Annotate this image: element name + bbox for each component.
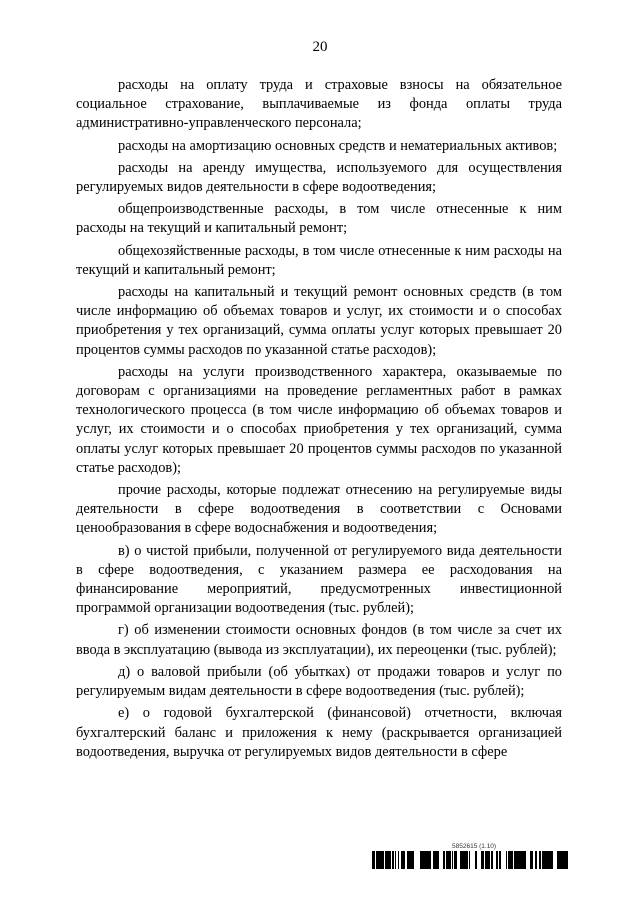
document-code: 5852615 (1.10) xyxy=(452,843,497,850)
paragraph-8: прочие расходы, которые подлежат отнесению на регулируемые виды деятельности в сфере водоотведения в соответствии с Основами ценообразования в сфере водоснабжения и водоотведения; xyxy=(76,482,562,537)
barcode-icon xyxy=(372,851,568,869)
paragraph-4: общепроизводственные расходы, в том числе отнесенные к ним расходы на текущий и капитальный ремонт; xyxy=(76,201,562,237)
page-number: 20 xyxy=(312,39,328,55)
paragraph-6: расходы на капитальный и текущий ремонт основных средств (в том числе информацию об объемах товаров и услуг, их стоимости и о способах приобретения у тех организаций, сумма оплаты услуг которых превышает 20 процентов суммы расходов по указанной статье расходов); xyxy=(76,284,562,358)
paragraph-1: расходы на оплату труда и страховые взносы на обязательное социальное страхование, выплачиваемые из фонда оплаты труда административно-управленческого персонала; xyxy=(76,77,562,132)
paragraph-10: г) об изменении стоимости основных фондов (в том числе за счет их ввода в эксплуатацию (вывода из эксплуатации), их переоценки (тыс. рублей); xyxy=(76,622,562,658)
paragraph-7: расходы на услуги производственного характера, оказываемые по договорам с организациями на проведение регламентных работ в рамках технологического процесса (в том числе информацию об объемах товаров и услуг, их стоимости и о способах приобретения у тех организаций, сумма оплаты услуг которых превышает 20 процентов суммы расходов по указанной статье расходов); xyxy=(76,363,562,476)
paragraph-11: д) о валовой прибыли (об убытках) от продажи товаров и услуг по регулируемым видам деятельности в сфере водоотведения (тыс. рублей); xyxy=(76,663,562,700)
paragraph-9: в) о чистой прибыли, полученной от регулируемого вида деятельности в сфере водоотведения, с указанием размера ее расходования на финансирование мероприятий, предусмотренных инвестиционной программой организации водоотведения (тыс. рублей); xyxy=(76,542,562,617)
paragraph-3: расходы на аренду имущества, используемого для осуществления регулируемых видов деятельности в сфере водоотведения; xyxy=(76,159,562,196)
paragraph-2: расходы на амортизацию основных средств и нематериальных активов; xyxy=(118,137,558,154)
document-body xyxy=(76,76,562,765)
paragraph-12: е) о годовой бухгалтерской (финансовой) отчетности, включая бухгалтерский баланс и приложения к нему (раскрывается организацией водоотведения, выручка от регулируемых видов деятельности в сфере xyxy=(76,705,562,760)
paragraph-5: общехозяйственные расходы, в том числе отнесенные к ним расходы на текущий и капитальный ремонт; xyxy=(76,242,562,278)
